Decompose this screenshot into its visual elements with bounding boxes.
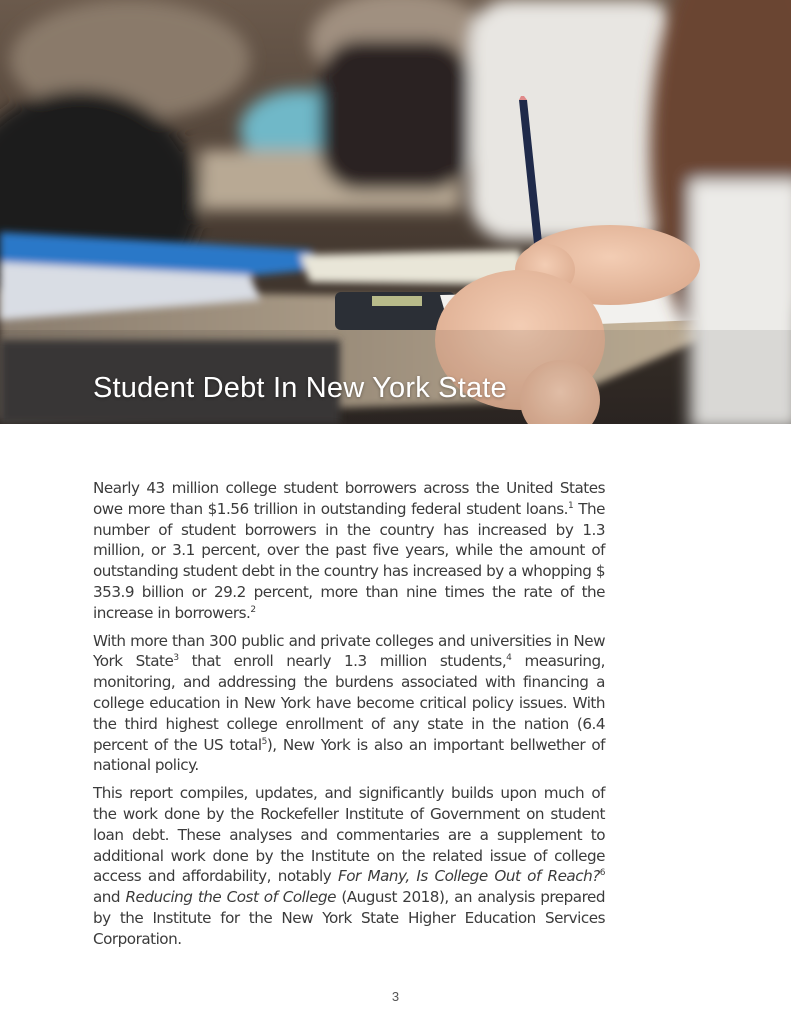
italic-title: Reducing the Cost of College bbox=[125, 888, 336, 907]
text-run: and bbox=[93, 888, 126, 907]
footnote-ref: 1 bbox=[567, 500, 574, 511]
footnote-ref: 2 bbox=[250, 604, 256, 615]
text-run: ), New York is also an important bellwether of national policy. bbox=[93, 735, 605, 775]
text-run: measuring, monitoring, and addressing the burdens associated with financing a college education in New York have become critical policy issues. With the third highest college enrollment of any state in the nation (6.4 percent of the US total bbox=[93, 652, 605, 754]
text-run: Nearly 43 million college student borrowers across the United States owe more than $1.56 trillion in outstanding federal student loans. bbox=[93, 479, 605, 518]
page-number: 3 bbox=[391, 989, 400, 1004]
footnote-ref: 4 bbox=[506, 653, 512, 664]
footnote-ref: 6 bbox=[599, 868, 605, 879]
hero-photo bbox=[0, 0, 791, 424]
footnote-ref: 5 bbox=[261, 736, 267, 747]
italic-title: For Many, Is College Out of Reach? bbox=[337, 867, 600, 886]
body-text bbox=[93, 478, 605, 957]
text-run: The number of student borrowers in the country has increased by 1.3 million, or 3.1 percent, over the past five years, while the amount of outstanding student debt in the country has increased by a whopping $ 353.9 billion or 29.2 percent, more than nine times the rate of the increase in borrowers. bbox=[93, 499, 605, 622]
paragraph bbox=[93, 783, 605, 949]
classroom-photo-illustration bbox=[0, 0, 791, 424]
text-run: (August 2018), an analysis prepared by the Institute for the New York State Higher Education Services Corporation. bbox=[93, 888, 605, 948]
paragraph bbox=[93, 631, 605, 777]
page-title: Student Debt In New York State bbox=[93, 372, 507, 404]
paragraph bbox=[93, 478, 605, 624]
text-run: This report compiles, updates, and significantly builds upon much of the work done by the Rockefeller Institute of Government on student loan debt. These analyses and commentaries are a supplement to additional work done by the Institute on the related issue of college access and affordability, notably bbox=[93, 784, 605, 886]
text-run: With more than 300 public and private colleges and universities in New York State bbox=[93, 631, 605, 671]
text-run: that enroll nearly 1.3 million students, bbox=[178, 652, 507, 671]
footnote-ref: 3 bbox=[173, 653, 179, 664]
